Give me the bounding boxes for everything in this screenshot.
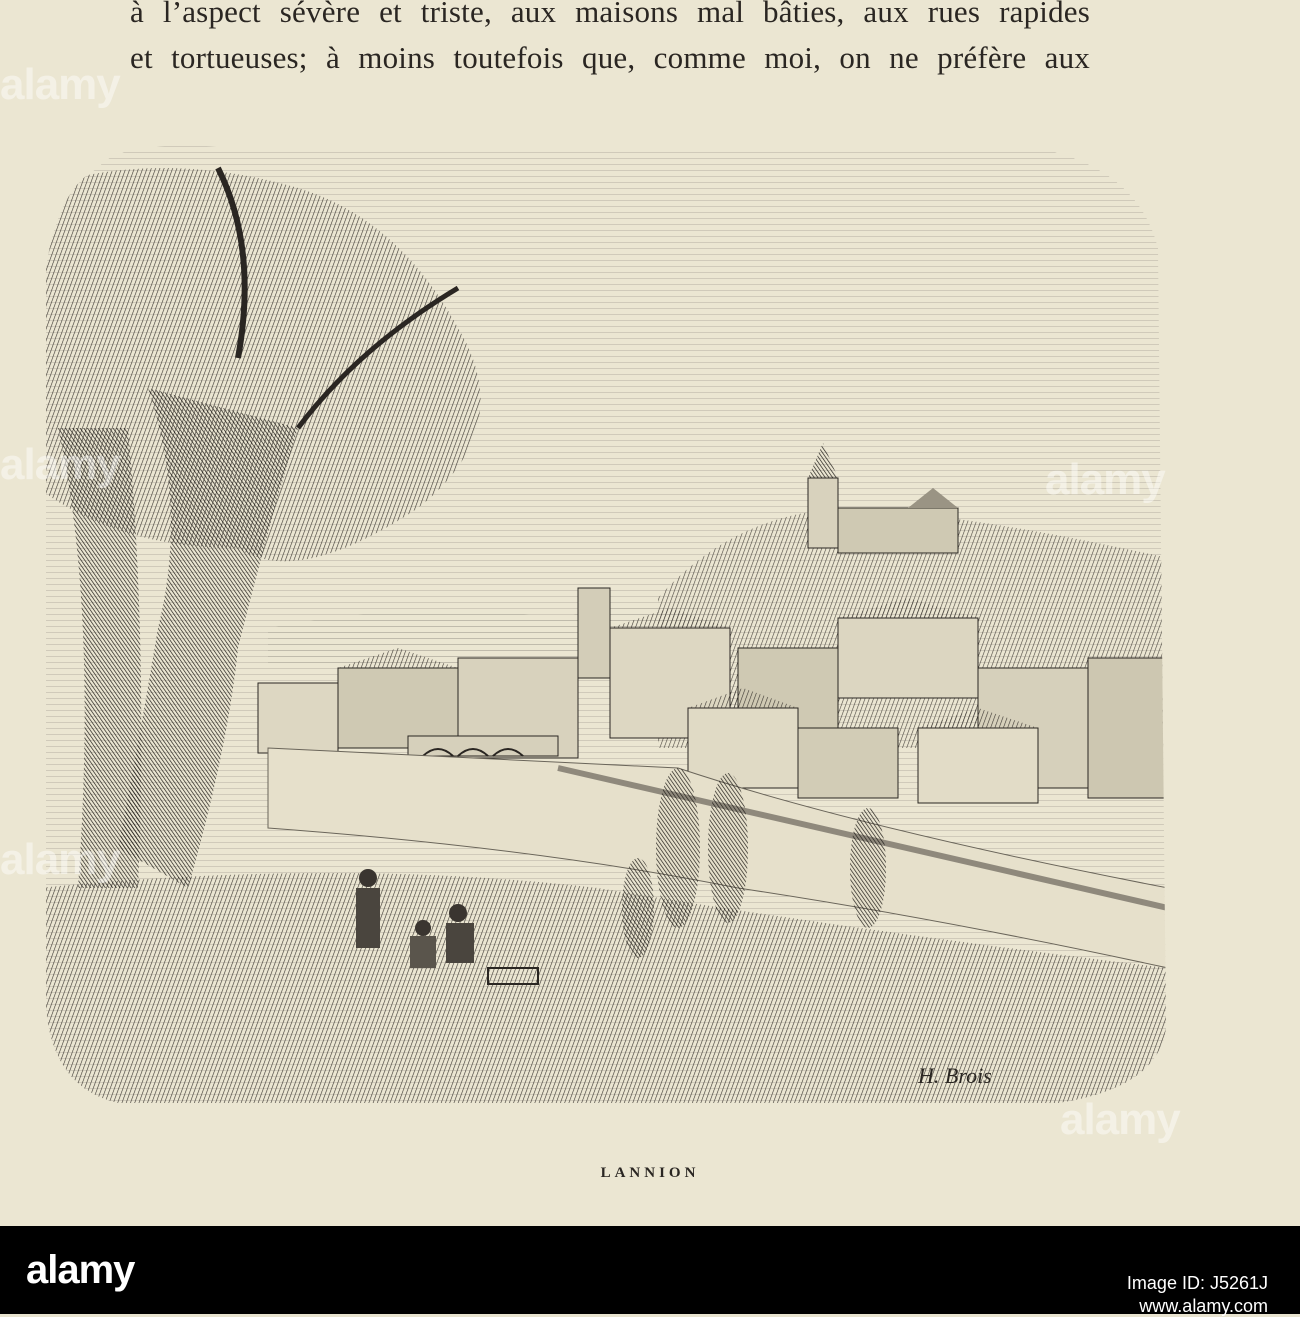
stock-footer-bar [0, 1226, 1300, 1314]
watermark: alamy [1045, 455, 1165, 505]
watermark: alamy [0, 440, 120, 490]
watermark: alamy [1060, 1095, 1180, 1145]
body-text-line-2: et tortueuses; à moins toutefois que, comme moi, on ne préfère aux [130, 40, 1090, 76]
engraver-signature: H. Brois [917, 1063, 992, 1088]
image-id-label: Image ID: J5261J [1127, 1272, 1268, 1295]
body-text-line-1: à l’aspect sévère et triste, aux maisons mal bâties, aux rues rapides [130, 0, 1090, 30]
lannion-engraving [38, 128, 1168, 1108]
watermark: alamy [0, 60, 120, 110]
bridge [408, 736, 558, 756]
figure-caption: LANNION [0, 1165, 1300, 1182]
image-id [1127, 1272, 1268, 1317]
alamy-logo: alamy [26, 1248, 134, 1293]
watermark: alamy [0, 835, 120, 885]
stock-url: www.alamy.com [1127, 1295, 1268, 1317]
